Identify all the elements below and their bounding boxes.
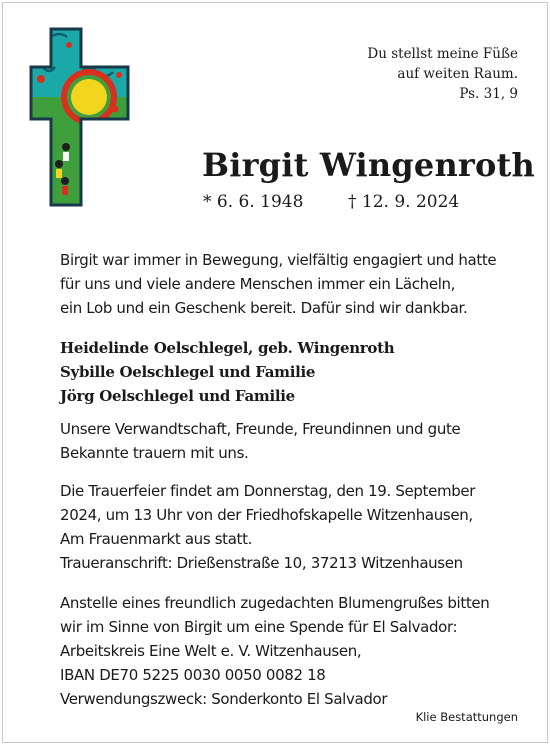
mourners-list [60, 336, 394, 408]
text-line: Am Frauenmarkt aus statt. [60, 530, 253, 548]
mourner-name: Sybille Oelschlegel und Familie [60, 363, 316, 381]
text-line: Anstelle eines freundlich zugedachten Blumengrußes bitten [60, 594, 490, 612]
text-line: Birgit war immer in Bewegung, vielfältig engagiert und hatte [60, 251, 497, 269]
text-line: Arbeitskreis Eine Welt e. V. Witzenhausen, [60, 642, 362, 660]
life-dates [203, 192, 460, 212]
text-line: 2024, um 13 Uhr von der Friedhofskapelle Witzenhausen, [60, 506, 473, 524]
text-line: Bekannte trauern mit uns. [60, 444, 249, 462]
psalm-quote [367, 44, 518, 104]
death-date: † 12. 9. 2024 [348, 192, 460, 212]
text-line: Traueranschrift: Drießenstraße 10, 37213 Witzenhausen [60, 554, 463, 572]
mourner-name: Heidelinde Oelschlegel, geb. Wingenroth [60, 339, 395, 357]
undertaker-name: Klie Bestattungen [415, 710, 518, 724]
birth-date: * 6. 6. 1948 [203, 192, 304, 212]
deceased-name: Birgit Wingenroth [202, 146, 535, 184]
text-line: Unsere Verwandtschaft, Freunde, Freundinnen und gute [60, 420, 461, 438]
others-paragraph [60, 417, 460, 465]
psalm-line: Du stellst meine Füße [367, 46, 518, 62]
text-line: Verwendungszweck: Sonderkonto El Salvador [60, 690, 388, 708]
mosaic-cross-image [29, 27, 130, 207]
text-line: wir im Sinne von Birgit um eine Spende für El Salvador: [60, 618, 458, 636]
address-line [60, 551, 463, 575]
text-line: ein Lob und ein Geschenk bereit. Dafür sind wir dankbar. [60, 299, 468, 317]
text-line: für uns und viele andere Menschen immer ein Lächeln, [60, 275, 456, 293]
mourner-name: Jörg Oelschlegel und Familie [60, 387, 295, 405]
iban-line: IBAN DE70 5225 0030 0050 0082 18 [60, 666, 326, 684]
text-line: Die Trauerfeier findet am Donnerstag, den 19. September [60, 482, 476, 500]
donation-paragraph [60, 591, 489, 711]
service-paragraph [60, 479, 475, 551]
psalm-reference: Ps. 31, 9 [459, 86, 518, 102]
intro-paragraph [60, 248, 496, 320]
psalm-line: auf weiten Raum. [397, 66, 518, 82]
